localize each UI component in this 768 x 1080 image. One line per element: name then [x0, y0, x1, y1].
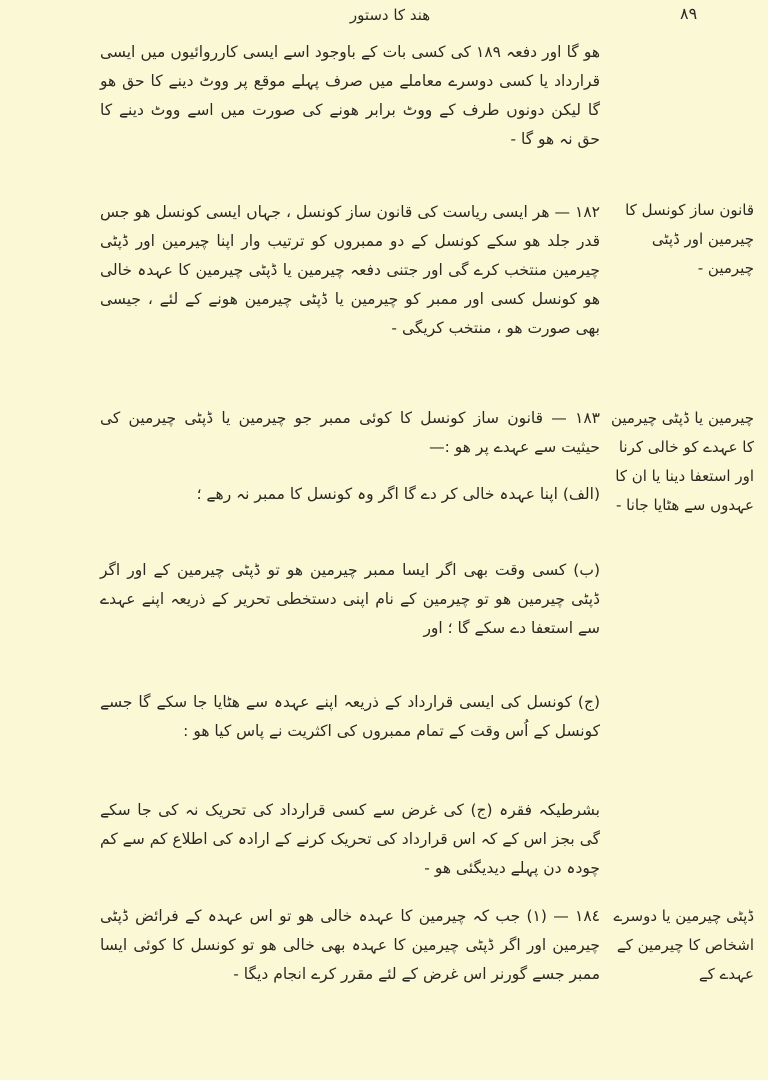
proviso: بشرطیکہ فقرہ (ج) کی غرض سے کسی قرارداد کی تحریک نہ کی جا سکے گی بجز اس کے کہ اس قرارداد کی تحریک کرنے کے ارادہ کی اطلاع کم سے کم چودہ دن پہلے دیدیگئی ھو - — [100, 801, 600, 877]
section-184: ١٨٤ — (١) جب کہ چیرمین کا عہدہ خالی ھو تو اس عہدہ کے فرائض ڈپٹی چیرمین اور اگر ڈپٹی چیرمین کا عہدہ بھی خالی ھو تو کونسل کا کوئی ایسا ممبر جسے گورنر اس غرض کے لئے مقرر کرے انجام دیگا - — [100, 907, 601, 983]
paragraph-continuation: ھو گا اور دفعہ ١٨٩ کی کسی بات کے باوجود اسے ایسی کارروائیوں میں ایسی قرارداد یا کسی دوسرے معاملے میں صرف پہلے موقع پر ووٹ دینے کا حق ھو گا لیکن دونوں طرف کے ووٹ برابر ھونے کی صورت میں اسے ووٹ دینے کا حق نہ ھو گا - — [100, 43, 600, 148]
clause-alif: (الف) اپنا عہدہ خالی کر دے گا اگر وہ کونسل کا ممبر نہ رھے ؛ — [196, 485, 600, 503]
section-182: ١٨٢ — ھر ایسی ریاست کی قانون ساز کونسل ، جہاں ایسی کونسل ھو جس قدر جلد ھو سکے کونسل کے دو ممبروں کو ترتیب وار اپنا چیرمین اور ڈپٹی چیرمین منتخب کرے گی اور جتنی دفعہ چیرمین یا ڈپٹی چیرمین کا عہدہ خالی ھو کونسل کسی اور ممبر کو چیرمین یا ڈپٹی چیرمین ھونے کے لئے ، جیسی بھی صورت ھو ، منتخب کریگی - — [100, 203, 600, 337]
clause-jeem: (ج) کونسل کی ایسی قرارداد کے ذریعہ اپنے عہدہ سے ھٹایا جا سکے گا جسے کونسل کے اُس وقت کے تمام ممبروں کی اکثریت نے پاس کیا ھو : — [100, 693, 600, 740]
clause-be: (ب) کسی وقت بھی اگر ایسا ممبر چیرمین ھو تو ڈپٹی چیرمین کے اور اگر ڈپٹی چیرمین ھو تو چیرمین کے نام اپنی دستخطی تحریر کے ذریعہ اپنے عہدے سے استعفا دے سکے گا ؛ اور — [100, 561, 600, 637]
page-number: ٨٩ — [680, 4, 698, 23]
section-183: ١٨٣ — قانون ساز کونسل کا کوئی ممبر جو چیرمین یا ڈپٹی چیرمین کی حیثیت سے عہدے پر ھو :— — [100, 409, 600, 456]
margin-note-182: قانون ساز کونسل کا چیرمین اور ڈپٹی چیرمین - — [625, 201, 754, 277]
margin-note-184: ڈپٹی چیرمین یا دوسرے اشخاص کا چیرمین کے عہدے کے — [613, 907, 754, 983]
running-header: ھند کا دستور — [349, 6, 431, 24]
margin-note-183: چیرمین یا ڈپٹی چیرمین کا عہدے کو خالی کرنا اور استعفا دینا یا ان کا عہدوں سے ھٹایا جانا - — [610, 409, 754, 514]
